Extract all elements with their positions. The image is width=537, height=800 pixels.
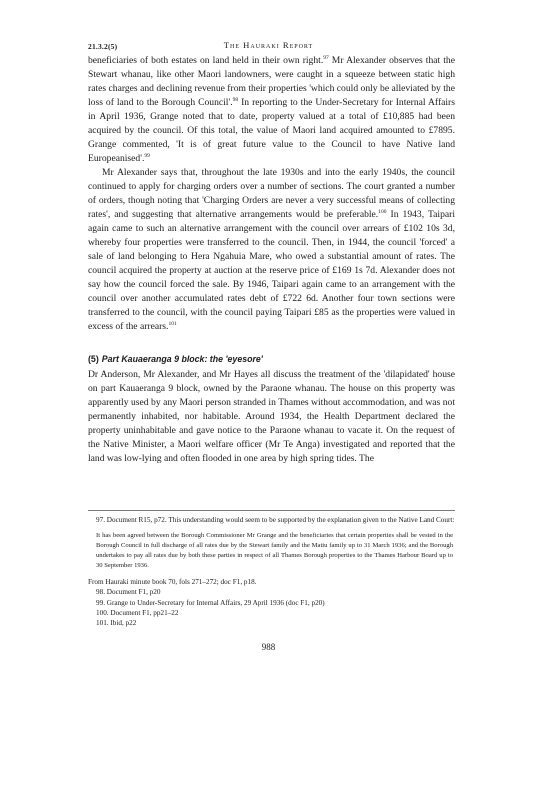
paragraph-2-text-2: In 1943, Taipari again came to such an alternative arrangement with the council over arrears of £102 10s 3d, whereby four properties were transferred to the council. Then, in 1944, the council 'forced' a sale of land belonging to Hera Ngahuia Mare, who owed a substantial amount of rates. The council acquired the property at auction at the reserve price of £169 1s 7d. Alexander does not say how the council forced the sale. By 1946, Taipari again came to an arrangement with the council over another accumulated rates debt of £722 6d. Another four town sections were transferred to the council, with the council paying Taipari £85 as the properties were valued in excess of the arrears.: [88, 209, 455, 332]
footnote-ref-97[interactable]: 97: [323, 54, 329, 61]
footnote-99: 99. Grange to Under-Secretary for Internal Affairs, 29 April 1936 (doc F1, p20): [96, 598, 325, 607]
body-text-bottom: [88, 368, 455, 466]
body-text-top: [88, 54, 455, 334]
footnote-97-source: From Hauraki minute book 70, fols 271–272; doc F1, p18.: [88, 578, 257, 587]
footnote-97-quote: It has been agreed between the Borough Commissioner Mr Grange and the beneficiaries that certain properties shall be vested in the Borough Council in full discharge of all rates due by the Stewart family and the Matiu family up to 31 March 1936; and the Borough undertakes to pay all rates due by both these parties in respect of all Thames Borough properties to the Thames Harbour Board up to 30 September 1936.: [96, 532, 453, 570]
footnote-97: 97. Document R15, p72. This understanding would seem to be supported by the explanation given to the Native Land Court:: [96, 516, 455, 524]
footnote-ref-98[interactable]: 98: [232, 96, 239, 103]
running-head: The Hauraki Report: [223, 40, 314, 50]
paragraph-2: [88, 166, 455, 334]
section-heading-number: (5): [88, 354, 99, 364]
footnote-ref-100[interactable]: 100: [378, 208, 387, 215]
paragraph-3: Dr Anderson, Mr Alexander, and Mr Hayes all discuss the treatment of the 'dilapidated' house on part Kauaeranga 9 block, owned by the Paraone whanau. The house on this property was apparently used by any Maori person stranded in Thames without accommodation, and was not permanently inhabited, nor habitable. Around 1934, the Health Department declared the property uninhabitable and gave notice to the Paraone whanau to vacate it. On the request of the Native Minister, a Maori welfare officer (Mr Te Anga) investigated and reported that the land was low-lying and often flooded in one area by high spring tides. The: [88, 369, 455, 464]
footnote-rule: [88, 510, 455, 511]
paragraph-1-text-1: beneficiaries of both estates on land held in their own right.: [88, 55, 324, 66]
footnote-100: 100. Document F1, pp21–22: [96, 608, 179, 617]
paragraph-2-text-1: Mr Alexander says that, throughout the late 1930s and into the early 1940s, the council continued to apply for charging orders over a number of sections. The court granted a number of orders, though noting that 'Charging Orders are never a very successful means of collecting rates', and suggesting that alternative arrangements would be preferable.: [88, 167, 455, 220]
section-number: 21.3.2(5): [88, 42, 118, 51]
footnote-ref-101[interactable]: 101: [168, 320, 177, 327]
paragraph-1-text-2: Mr Alexander observes that the Stewart whanau, like other Maori landowners, were caught in a squeeze between static high rates charges and declining revenue from their properties 'which could only be alleviated by the loss of land to the Borough Council'.: [88, 55, 455, 108]
footnote-ref-99[interactable]: 99: [144, 152, 150, 159]
paragraph-1: [88, 54, 455, 166]
page-number: 988: [261, 642, 276, 652]
footnote-101: 101. Ibid, p22: [96, 619, 137, 628]
section-heading: [88, 353, 455, 365]
footnotes: [88, 515, 455, 628]
section-heading-title: Part Kauaeranga 9 block: the 'eyesore': [101, 354, 263, 364]
paragraph-1-text-3: In reporting to the Under-Secretary for Internal Affairs in April 1936, Grange noted that to date, property valued at a total of £10,885 had been acquired by the council. Of this total, the value of Maori land acquired amounted to £7895. Grange commented, 'It is of great future value to the Council to have Native land Europeanised'.: [88, 97, 455, 164]
footnote-98: 98. Document F1, p20: [96, 588, 161, 597]
